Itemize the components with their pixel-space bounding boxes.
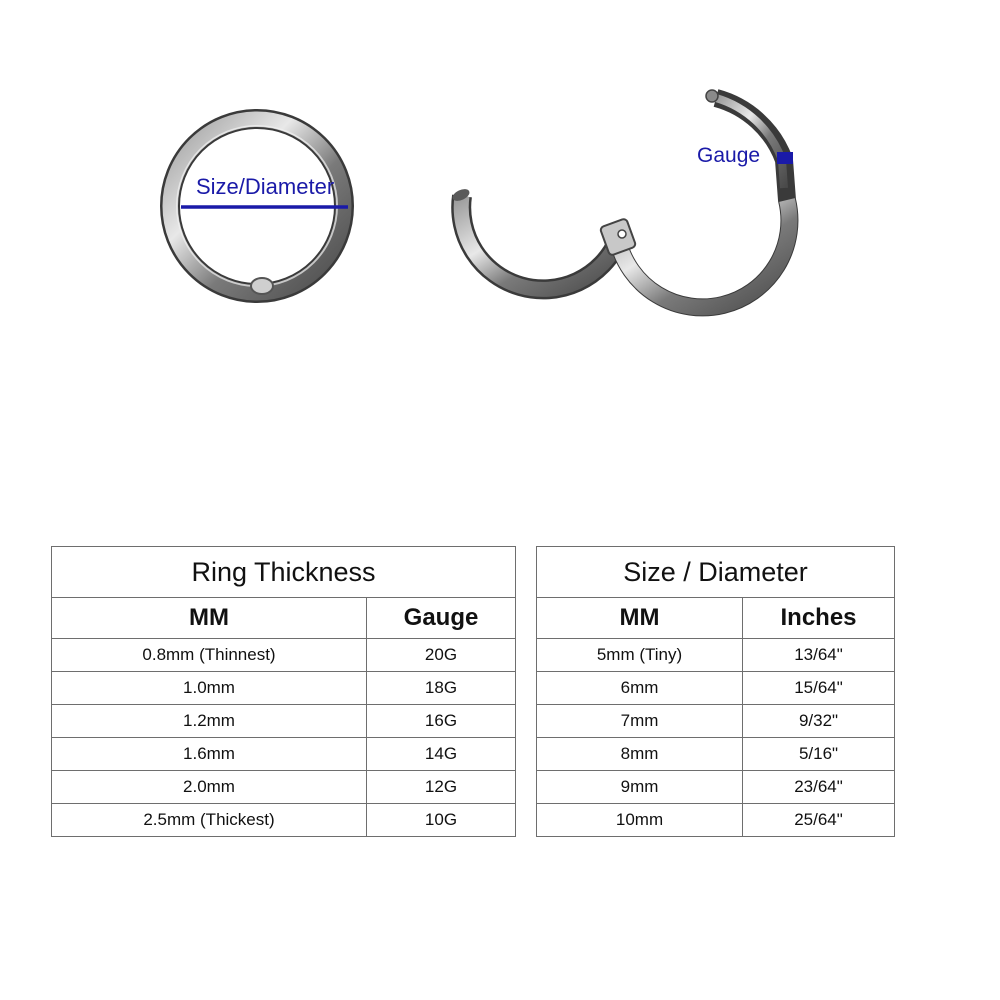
diameter-col-mm: MM: [537, 598, 743, 639]
diameter-mm-cell: 5mm (Tiny): [537, 639, 743, 672]
diameter-col-inches: Inches: [743, 598, 895, 639]
table-row: [537, 705, 895, 738]
diameter-mm-cell: 9mm: [537, 771, 743, 804]
table-row: [537, 672, 895, 705]
size-diameter-table: [536, 546, 895, 837]
thickness-mm-cell: 1.6mm: [52, 738, 367, 771]
diameter-mm-cell: 7mm: [537, 705, 743, 738]
thickness-mm-cell: 2.0mm: [52, 771, 367, 804]
diameter-inches-cell: 23/64": [743, 771, 895, 804]
thickness-gauge-cell: 10G: [367, 804, 516, 837]
table-row: [52, 771, 516, 804]
thickness-gauge-cell: 14G: [367, 738, 516, 771]
thickness-col-mm: MM: [52, 598, 367, 639]
table-row: [537, 771, 895, 804]
thickness-mm-cell: 1.2mm: [52, 705, 367, 738]
diameter-inches-cell: 15/64": [743, 672, 895, 705]
diameter-mm-cell: 8mm: [537, 738, 743, 771]
thickness-mm-cell: 1.0mm: [52, 672, 367, 705]
gauge-indicator-marker: [777, 152, 793, 164]
diameter-mm-cell: 6mm: [537, 672, 743, 705]
table-row: [52, 738, 516, 771]
diameter-label: Size/Diameter: [196, 174, 335, 199]
table-row: [537, 804, 895, 837]
thickness-col-gauge: Gauge: [367, 598, 516, 639]
table-row: [537, 639, 895, 672]
diameter-inches-cell: 13/64": [743, 639, 895, 672]
thickness-mm-cell: 2.5mm (Thickest): [52, 804, 367, 837]
size-diameter-title: Size / Diameter: [537, 547, 895, 598]
table-row: [52, 804, 516, 837]
open-hoop-left-arc: [451, 187, 618, 290]
diameter-inches-cell: 5/16": [743, 738, 895, 771]
thickness-gauge-cell: 12G: [367, 771, 516, 804]
thickness-gauge-cell: 18G: [367, 672, 516, 705]
table-row: [52, 705, 516, 738]
diameter-inches-cell: 9/32": [743, 705, 895, 738]
gauge-label: Gauge: [697, 144, 761, 167]
table-row: [52, 639, 516, 672]
diameter-mm-cell: 10mm: [537, 804, 743, 837]
diameter-inches-cell: 25/64": [743, 804, 895, 837]
ring-thickness-table: [51, 546, 516, 837]
thickness-gauge-cell: 20G: [367, 639, 516, 672]
thickness-gauge-cell: 16G: [367, 705, 516, 738]
table-row: [52, 672, 516, 705]
table-row: [537, 738, 895, 771]
thickness-mm-cell: 0.8mm (Thinnest): [52, 639, 367, 672]
ring-thickness-title: Ring Thickness: [52, 547, 516, 598]
open-hoop-right-arc: [618, 90, 789, 307]
hoop-illustration: [0, 0, 1000, 360]
